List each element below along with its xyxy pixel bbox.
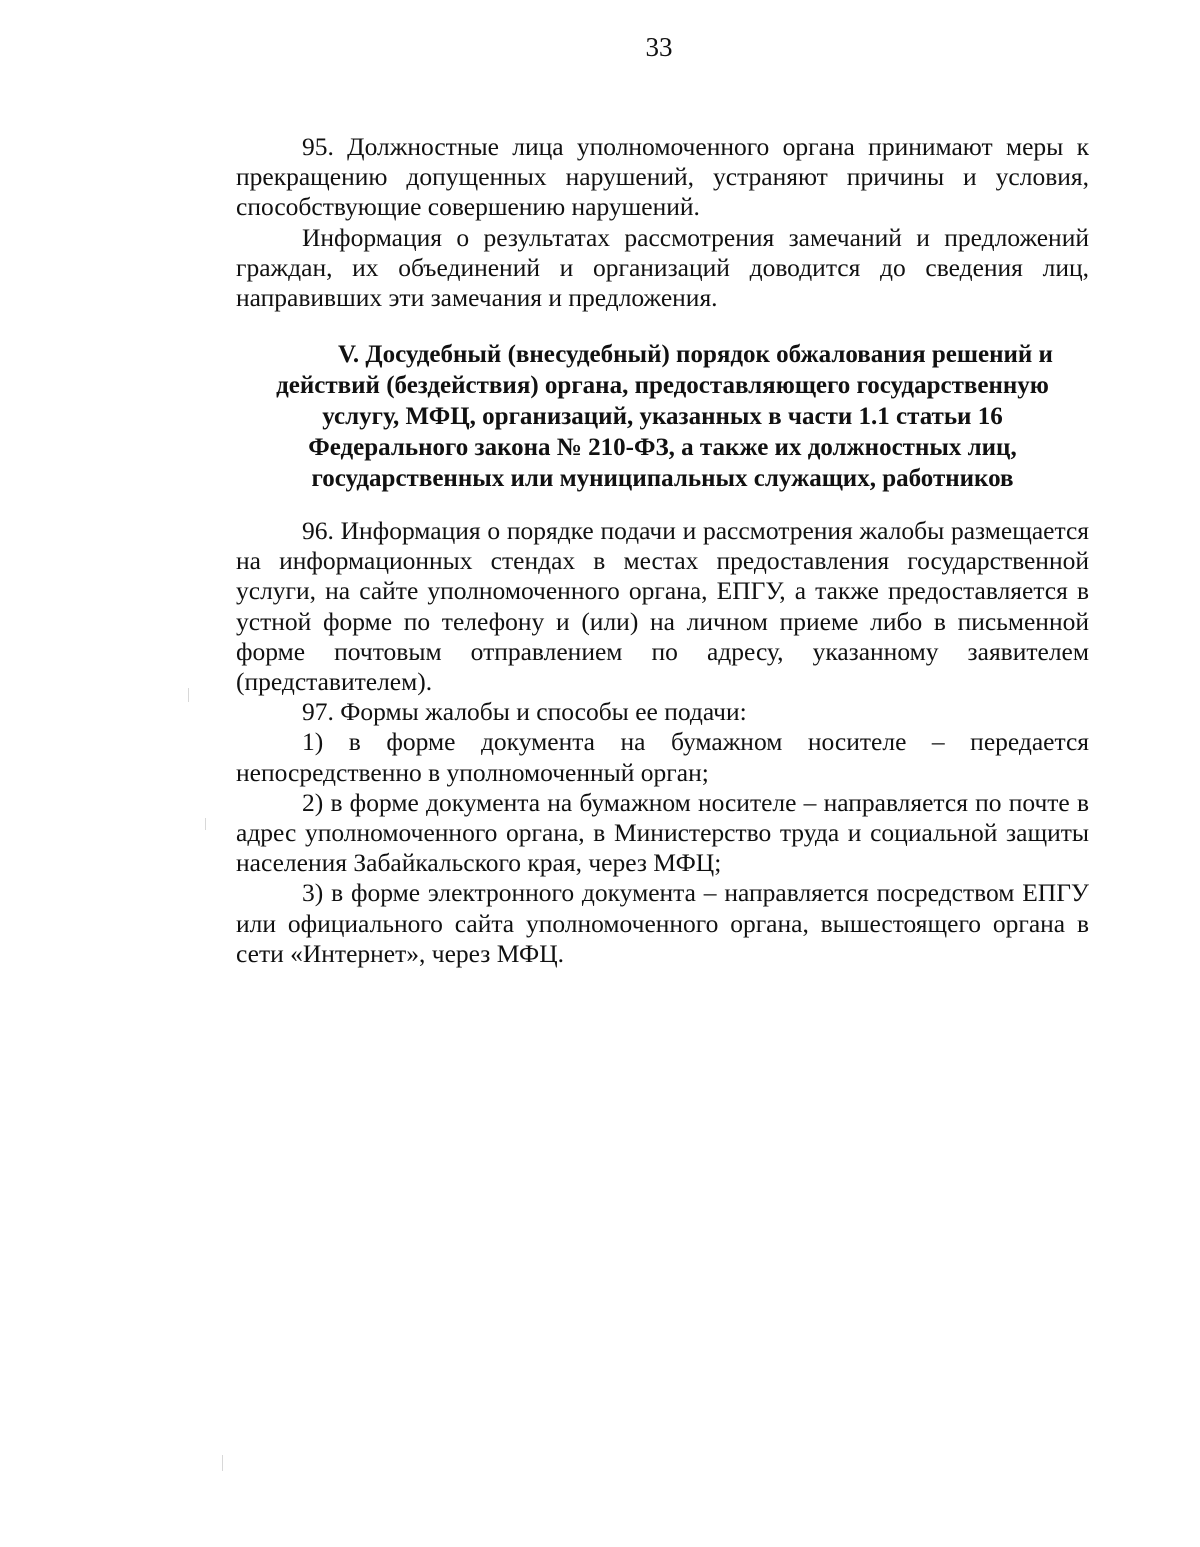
scan-artifact [205, 818, 206, 830]
heading-line-3: услугу, МФЦ, организаций, указанных в части 1.1 статьи 16 [322, 403, 1003, 430]
heading-line-5: государственных или муниципальных служащих, работников [311, 465, 1014, 492]
list-item-1: 1) в форме документа на бумажном носителе – передается непосредственно в уполномоченный орган; [236, 727, 1089, 787]
section-text-top [236, 132, 1089, 313]
section-v-heading [236, 339, 1089, 494]
paragraph-97: 97. Формы жалобы и способы ее подачи: [302, 697, 747, 727]
paragraph-96: 96. Информация о порядке подачи и рассмотрения жалобы размещается на информационных стендах в местах предоставления государственной услуги, на сайте уполномоченного органа, ЕПГУ, а также предоставляется в устной форме по телефону и (или) на личном приеме либо в письменной форме почтовым отправлением по адресу, указанному заявителем (представителем). [236, 516, 1089, 697]
heading-line-2: действий (бездействия) органа, предоставляющего государственную [276, 372, 1049, 399]
scan-artifact [188, 688, 189, 702]
list-item-2: 2) в форме документа на бумажном носителе – направляется по почте в адрес уполномоченного органа, в Министерство труда и социальной защиты населения Забайкальского края, через МФЦ; [236, 787, 1089, 878]
scan-artifact [222, 1455, 223, 1471]
paragraph-95: 95. Должностные лица уполномоченного органа принимают меры к прекращению допущенных нарушений, устраняют причины и условия, способствующие совершению нарушений. [236, 132, 1089, 222]
list-item-3: 3) в форме электронного документа – направляется посредством ЕПГУ или официального сайта уполномоченного органа, вышестоящего органа в сети «Интернет», через МФЦ. [236, 878, 1089, 968]
heading-line-4: Федерального закона № 210-ФЗ, а также их должностных лиц, [308, 434, 1017, 461]
section-text-bottom [236, 516, 1089, 969]
paragraph-95-information: Информация о результатах рассмотрения замечаний и предложений граждан, их объединений и организаций доводится до сведения лиц, направивших эти замечания и предложения. [236, 222, 1089, 313]
page-number: 33 [645, 32, 673, 62]
heading-line-1: V. Досудебный (внесудебный) порядок обжалования решений и [338, 341, 1053, 368]
